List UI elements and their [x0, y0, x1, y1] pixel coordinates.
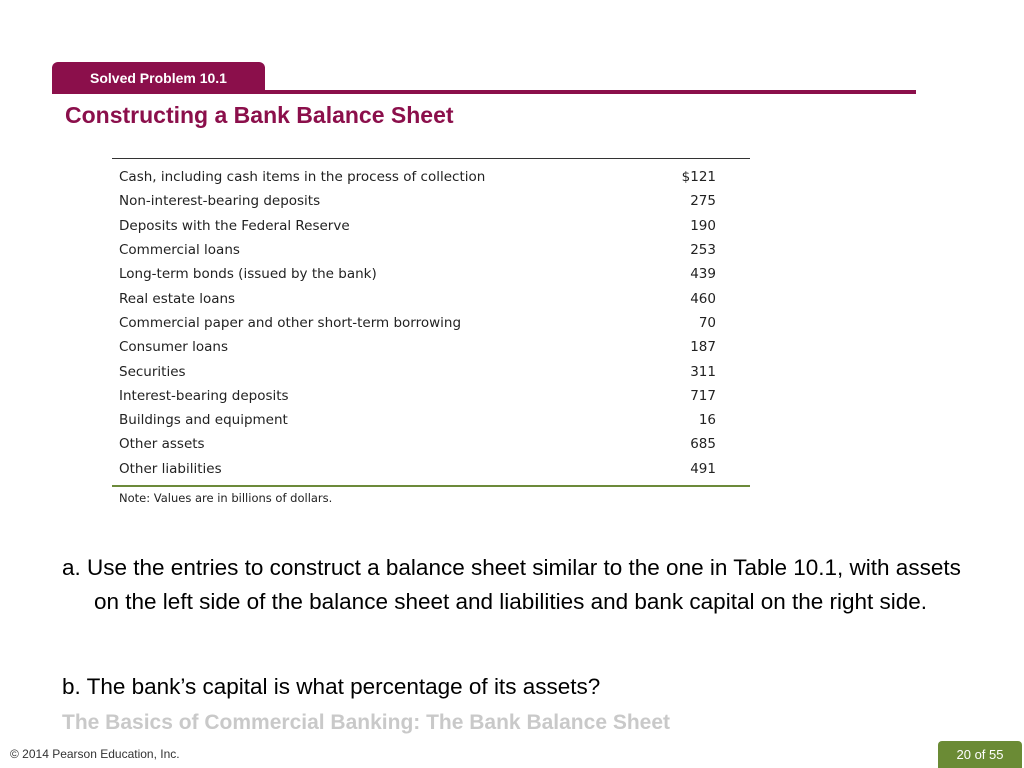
row-value: 311	[690, 363, 716, 380]
row-label: Consumer loans	[119, 339, 229, 356]
table-row	[112, 238, 750, 262]
row-value: 717	[690, 387, 716, 404]
table-row	[112, 408, 750, 432]
section-tab	[52, 62, 265, 92]
table-row	[112, 335, 750, 359]
row-label: Non-interest-bearing deposits	[119, 193, 321, 210]
row-value: $121	[681, 169, 716, 186]
row-label: Commercial loans	[119, 242, 240, 259]
question-a-text: a. Use the entries to construct a balance sheet similar to the one in Table 10.1, with assets on the left side of the balance sheet and liabilities and bank capital on the right side.	[62, 555, 961, 614]
row-label: Cash, including cash items in the process of collection	[119, 169, 486, 186]
table-row	[112, 311, 750, 335]
row-value: 491	[690, 460, 716, 477]
row-label: Other liabilities	[119, 460, 222, 477]
table-note: Note: Values are in billions of dollars.	[119, 490, 333, 505]
table-row	[112, 359, 750, 383]
row-value: 275	[690, 193, 716, 210]
row-value: 460	[690, 290, 716, 307]
row-value: 70	[698, 314, 716, 331]
balance-entries-table	[112, 158, 750, 505]
table-row	[112, 165, 750, 189]
slide-subtitle: The Basics of Commercial Banking: The Bank Balance Sheet	[62, 711, 671, 734]
header-rule	[52, 90, 916, 94]
page-number: 20 of 55	[956, 747, 1004, 762]
question-a	[62, 551, 982, 619]
row-label: Real estate loans	[119, 290, 236, 307]
row-label: Long-term bonds (issued by the bank)	[119, 266, 377, 283]
row-label: Commercial paper and other short-term borrowing	[119, 314, 462, 331]
row-value: 253	[690, 242, 716, 259]
row-label: Buildings and equipment	[119, 412, 288, 429]
question-b	[62, 670, 982, 704]
table-rows	[112, 159, 750, 485]
table-row	[112, 384, 750, 408]
page-number-badge	[938, 741, 1022, 768]
table-row	[112, 457, 750, 481]
question-b-text: b. The bank’s capital is what percentage of its assets?	[62, 674, 601, 699]
row-label: Interest-bearing deposits	[119, 387, 289, 404]
table-row	[112, 189, 750, 213]
table-row	[112, 262, 750, 286]
table-row	[112, 214, 750, 238]
row-label: Other assets	[119, 436, 205, 453]
row-value: 439	[690, 266, 716, 283]
row-value: 190	[690, 217, 716, 234]
row-value: 16	[698, 412, 716, 429]
row-value: 685	[690, 436, 716, 453]
table-row	[112, 432, 750, 456]
row-label: Deposits with the Federal Reserve	[119, 217, 350, 234]
copyright: © 2014 Pearson Education, Inc.	[10, 747, 180, 761]
section-tab-label: Solved Problem 10.1	[90, 70, 227, 86]
table-row	[112, 286, 750, 310]
row-label: Securities	[119, 363, 186, 380]
row-value: 187	[690, 339, 716, 356]
page-title: Constructing a Bank Balance Sheet	[65, 102, 454, 128]
